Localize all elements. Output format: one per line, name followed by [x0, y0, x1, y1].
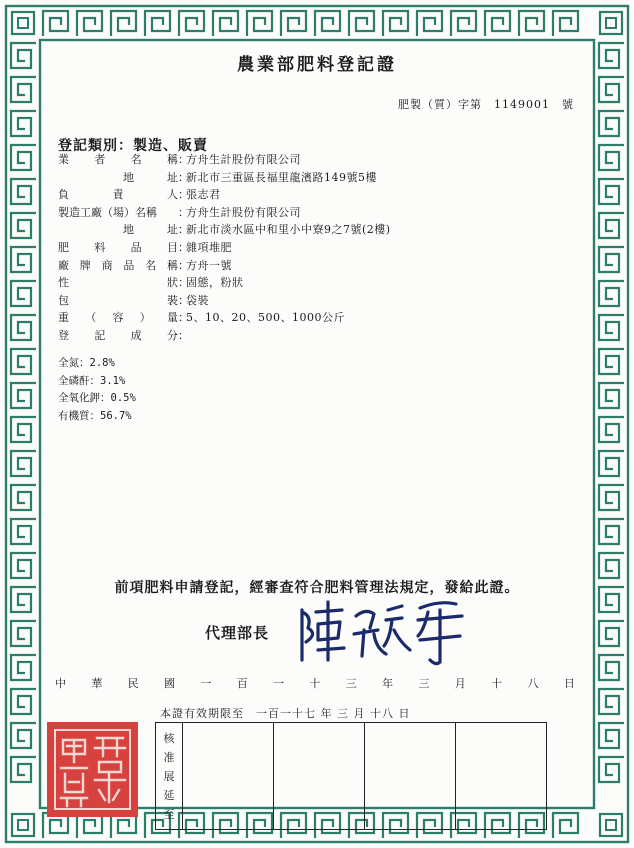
minister-signature: [290, 590, 470, 670]
extension-label-char: 准: [163, 750, 175, 764]
certificate-title: 農業部肥料登記證: [237, 55, 397, 75]
field-row: [58, 293, 209, 309]
field-value: 新北市三重區長福里龍濱路149號5樓: [186, 170, 377, 184]
field-row: [58, 187, 221, 203]
field-value: 雜項堆肥: [186, 241, 232, 254]
date-char: 八: [527, 677, 539, 690]
issue-date: [55, 675, 575, 691]
component-item: 有機質：56.7%: [58, 409, 132, 422]
extension-table: [155, 722, 547, 830]
field-value: 方舟一號: [186, 258, 232, 272]
field-row: [58, 170, 377, 186]
date-char: 十: [491, 677, 503, 690]
extension-label-char: 展: [163, 769, 175, 783]
field-label: 登 記 成 分: [58, 329, 178, 342]
extension-label-char: 延: [163, 788, 175, 802]
field-colon: ：: [178, 188, 189, 202]
field-label: 重 （ 容 ） 量: [58, 311, 178, 325]
date-char: 一: [273, 677, 285, 690]
field-colon: ：: [178, 276, 189, 290]
field-row: [58, 205, 301, 221]
field-label: 製造工廠（場）名稱: [58, 205, 157, 219]
validity-date: 本證有效期限至 一百一十七 年 三 月 十八 日: [160, 707, 411, 720]
field-row: [58, 310, 345, 326]
component-item: 全磷酐：3.1%: [58, 374, 126, 387]
field-value: 新北市淡水區中和里小中寮9之7號(2樓): [186, 223, 391, 237]
field-row: [58, 152, 301, 168]
extension-cell: [365, 723, 456, 829]
field-label: 負 責 人: [58, 188, 178, 202]
field-value: 方舟生計股份有限公司: [186, 205, 301, 219]
field-value: 方舟生計股份有限公司: [186, 153, 301, 166]
extension-cell: [456, 723, 546, 829]
date-char: 日: [563, 677, 575, 690]
field-colon: ：: [178, 258, 189, 272]
field-value: 5、10、20、500、1000公斤: [186, 311, 345, 325]
field-value: 固態，粉狀: [186, 276, 244, 290]
field-colon: ：: [178, 223, 189, 237]
field-row: [58, 328, 189, 344]
extension-cell: [274, 723, 365, 829]
field-row: [58, 222, 391, 238]
field-colon: ：: [178, 311, 189, 325]
field-label: 地 址: [123, 223, 178, 237]
extension-label: [156, 723, 183, 829]
field-label: 性 狀: [58, 276, 178, 290]
registration-type: 登記類別：製造、販賣: [58, 138, 208, 154]
official-seal: [47, 722, 138, 817]
date-char: 年: [382, 677, 394, 690]
field-value: 張志君: [186, 188, 221, 202]
field-colon: ：: [178, 205, 189, 219]
date-char: 民: [127, 677, 139, 690]
component-item: 全氧化鉀：0.5%: [58, 392, 136, 404]
field-colon: ：: [178, 170, 189, 184]
date-char: 三: [418, 677, 430, 690]
date-char: 華: [91, 677, 103, 690]
field-label: 業 者 名 稱: [58, 153, 178, 166]
date-char: 百: [236, 677, 248, 690]
component-item: 全氮：2.8%: [58, 357, 115, 369]
field-row: [58, 275, 244, 291]
date-char: 月: [454, 677, 466, 690]
minister-title: 代理部長: [205, 624, 270, 642]
field-row: [58, 258, 232, 274]
date-char: 十: [309, 677, 321, 690]
field-value: 袋裝: [186, 293, 209, 307]
extension-label-char: 核: [163, 731, 175, 745]
date-char: 國: [164, 677, 176, 690]
date-char: 中: [55, 677, 66, 690]
issuance-statement: 前項肥料申請登記，經審查符合肥料管理法規定，發給此證。: [114, 580, 520, 596]
field-label: 廠 牌 商 品 名 稱: [58, 258, 178, 272]
field-colon: ：: [178, 293, 189, 307]
date-char: 三: [345, 677, 357, 690]
field-colon: ：: [178, 241, 189, 254]
field-colon: ：: [178, 153, 189, 166]
field-label: 包 裝: [58, 293, 178, 307]
field-label: 地 址: [123, 170, 178, 184]
field-label: 肥 料 品 目: [58, 241, 178, 254]
certificate-number: 肥製（質）字第 1149001 號: [398, 98, 574, 111]
field-row: [58, 240, 232, 256]
extension-cell: [183, 723, 274, 829]
date-char: 一: [200, 677, 212, 690]
extension-label-char: 至: [163, 807, 175, 821]
field-colon: ：: [178, 329, 189, 342]
